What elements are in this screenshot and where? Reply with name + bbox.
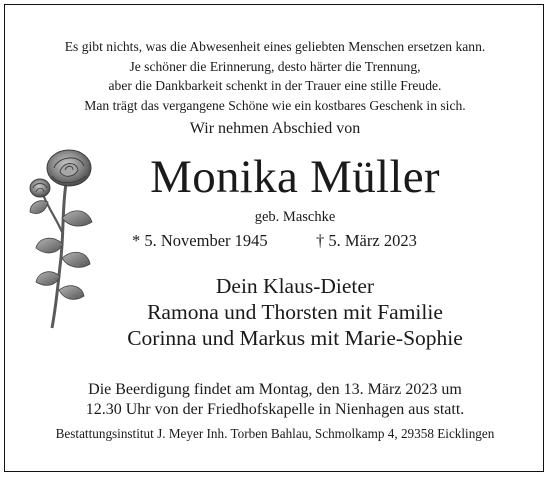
birth-date: * 5. November 1945 [132,231,268,250]
funeral-line: Die Beerdigung findet am Montag, den 13. März 2023 um [88,381,462,398]
mourners [20,273,550,351]
undertaker-info: Bestattungsinstitut J. Meyer Inh. Torben Bahlau, Schmolkamp 4, 29358 Eicklingen [55,426,495,441]
death-date: † 5. März 2023 [316,231,417,250]
mourner-line: Corinna und Markus mit Marie-Sophie [127,326,463,350]
poem-line: Je schöner die Erinnerung, desto härter die Trennung, [129,58,421,74]
poem-line: Man trägt das vergangene Schöne wie ein kostbares Geschenk in sich. [84,97,466,113]
birth-name: geb. Maschke [254,209,336,225]
poem-line: aber die Dankbarkeit schenkt in der Trauer eine stille Freude. [108,78,442,93]
mourner-line: Dein Klaus-Dieter [215,274,375,298]
poem [0,37,550,115]
funeral-notice [0,380,550,420]
farewell-intro: Wir nehmen Abschied von [189,120,361,137]
funeral-line: 12.30 Uhr von der Friedhofskapelle in Nienhagen aus statt. [85,401,465,418]
poem-line: Es gibt nichts, was die Abwesenheit eines geliebten Menschen ersetzen kann. [64,39,486,54]
deceased-name: Monika Müller [150,151,440,203]
mourner-line: Ramona und Thorsten mit Familie [147,300,443,324]
